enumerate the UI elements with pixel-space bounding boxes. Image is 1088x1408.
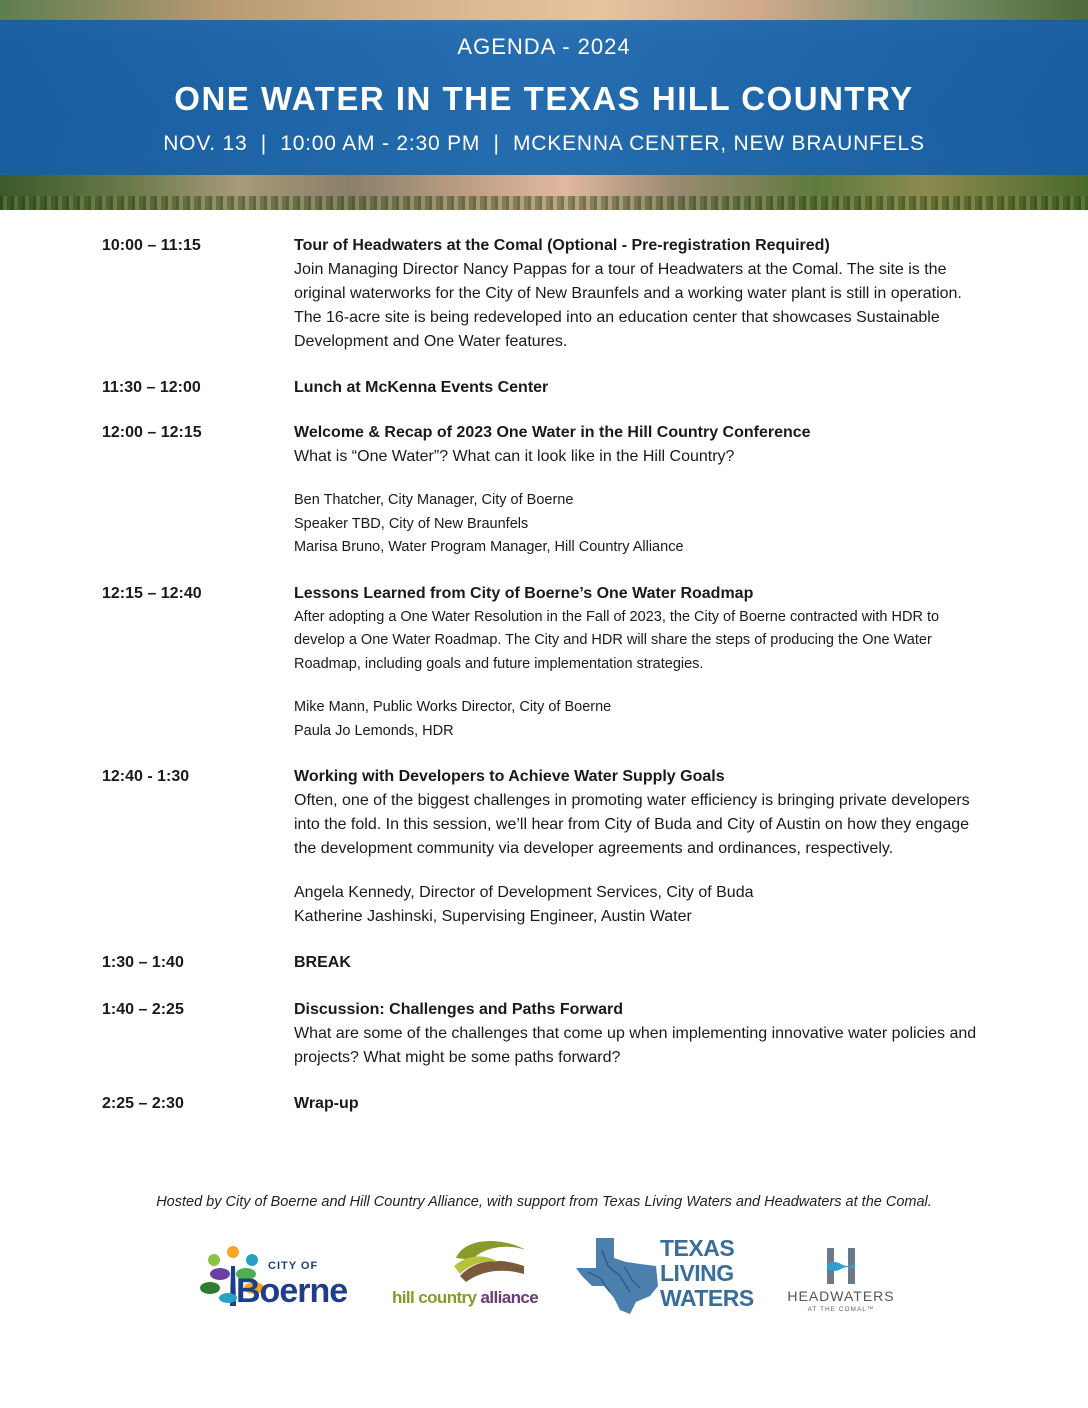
agenda-description: What are some of the challenges that come up when implementing innovative water policies and projects? What might be some paths forward? <box>294 1025 977 1066</box>
agenda-item <box>102 376 992 400</box>
agenda-item <box>102 421 992 560</box>
agenda-time: 12:40 - 1:30 <box>102 768 190 785</box>
hca-name-1: hill country <box>392 1288 477 1307</box>
speaker: Ben Thatcher, City Manager, City of Boerne <box>294 492 574 508</box>
agenda-title: Wrap-up <box>294 1095 359 1112</box>
agenda-title: Welcome & Recap of 2023 One Water in the Hill Country Conference <box>294 424 811 441</box>
agenda-title: Discussion: Challenges and Paths Forward <box>294 1001 623 1018</box>
event-title: ONE WATER IN THE TEXAS HILL COUNTRY <box>174 80 914 117</box>
headwaters-sub: AT THE COMAL™ <box>807 1306 875 1313</box>
agenda-title: BREAK <box>294 954 351 971</box>
tlw-line-2: LIVING <box>660 1260 734 1286</box>
speaker: Marisa Bruno, Water Program Manager, Hill Country Alliance <box>294 539 684 555</box>
speaker: Paula Jo Lemonds, HDR <box>294 722 454 739</box>
banner-landscape <box>0 175 1088 210</box>
agenda-item <box>102 1092 992 1116</box>
agenda-time: 12:00 – 12:15 <box>102 424 202 441</box>
tlw-line-1: TEXAS <box>660 1235 735 1261</box>
speaker-list <box>294 489 992 560</box>
texas-map-icon <box>574 1236 660 1316</box>
hill-country-alliance-logo <box>392 1236 539 1316</box>
agenda-time: 10:00 – 11:15 <box>102 237 201 254</box>
agenda-title: Lessons Learned from City of Boerne’s One Water Roadmap <box>294 584 754 602</box>
agenda-label: AGENDA - 2024 <box>457 34 631 59</box>
headwaters-logo <box>782 1248 900 1314</box>
hosted-by-note: Hosted by City of Boerne and Hill Country Alliance, with support from Texas Living Waters and Headwaters at the Comal. <box>156 1194 932 1210</box>
tlw-line-3: WATERS <box>660 1285 754 1311</box>
agenda-description: After adopting a One Water Resolution in the Fall of 2023, the City of Boerne contracted with HDR to develop a One Water Roadmap. The City and HDR will share the steps of producing the One Water Roadmap, including goals and future implementation strategies. <box>294 608 940 672</box>
agenda-time: 11:30 – 12:00 <box>102 379 201 396</box>
agenda-item <box>102 765 992 929</box>
agenda-item <box>102 998 992 1070</box>
agenda-description: What is “One Water”? What can it look like in the Hill Country? <box>294 448 735 465</box>
agenda-title: Lunch at McKenna Events Center <box>294 379 549 396</box>
agenda-description: Often, one of the biggest challenges in promoting water efficiency is bringing private developers into the fold. In this session, we’ll hear from City of Buda and City of Austin on how they engage the development community via developer agreements and ordinances, respectively. <box>294 792 970 857</box>
hca-hands-icon <box>450 1236 530 1286</box>
agenda-title: Working with Developers to Achieve Water Supply Goals <box>294 768 725 785</box>
texas-living-waters-logo <box>574 1236 754 1318</box>
agenda-description: Join Managing Director Nancy Pappas for a tour of Headwaters at the Comal. The site is the original waterworks for the City of New Braunfels and a working water plant is still in operation. The 16-acre site is being redeveloped into an education center that showcases Sustainable Development and One Water features. <box>294 261 962 350</box>
boerne-city-of: CITY OF <box>268 1260 319 1272</box>
headwaters-h-icon <box>821 1248 861 1284</box>
agenda-time: 1:30 – 1:40 <box>102 954 184 971</box>
agenda-item <box>102 582 992 744</box>
agenda-list <box>102 234 992 1116</box>
agenda-time: 2:25 – 2:30 <box>102 1095 184 1112</box>
header-banner <box>0 0 1088 210</box>
agenda-title: Tour of Headwaters at the Comal (Optional - Pre-registration Required) <box>294 237 830 254</box>
agenda-time: 12:15 – 12:40 <box>102 584 202 602</box>
boerne-name: Boerne <box>236 1272 348 1310</box>
speaker: Mike Mann, Public Works Director, City of Boerne <box>294 699 612 715</box>
speaker: Angela Kennedy, Director of Development Services, City of Buda <box>294 884 754 901</box>
speaker-list <box>294 881 992 929</box>
speaker-list <box>294 696 992 743</box>
event-details: NOV. 13 | 10:00 AM - 2:30 PM | MCKENNA CENTER, NEW BRAUNFELS <box>163 132 925 155</box>
agenda-item <box>102 951 992 975</box>
agenda-time: 1:40 – 2:25 <box>102 1001 184 1018</box>
speaker: Speaker TBD, City of New Braunfels <box>294 515 529 532</box>
speaker: Katherine Jashinski, Supervising Engineer, Austin Water <box>294 908 692 925</box>
agenda-item <box>102 234 992 354</box>
banner-sky <box>0 0 1088 22</box>
boerne-logo <box>198 1244 360 1314</box>
headwaters-name: HEADWATERS <box>787 1288 895 1304</box>
hca-name-2: alliance <box>480 1288 539 1307</box>
